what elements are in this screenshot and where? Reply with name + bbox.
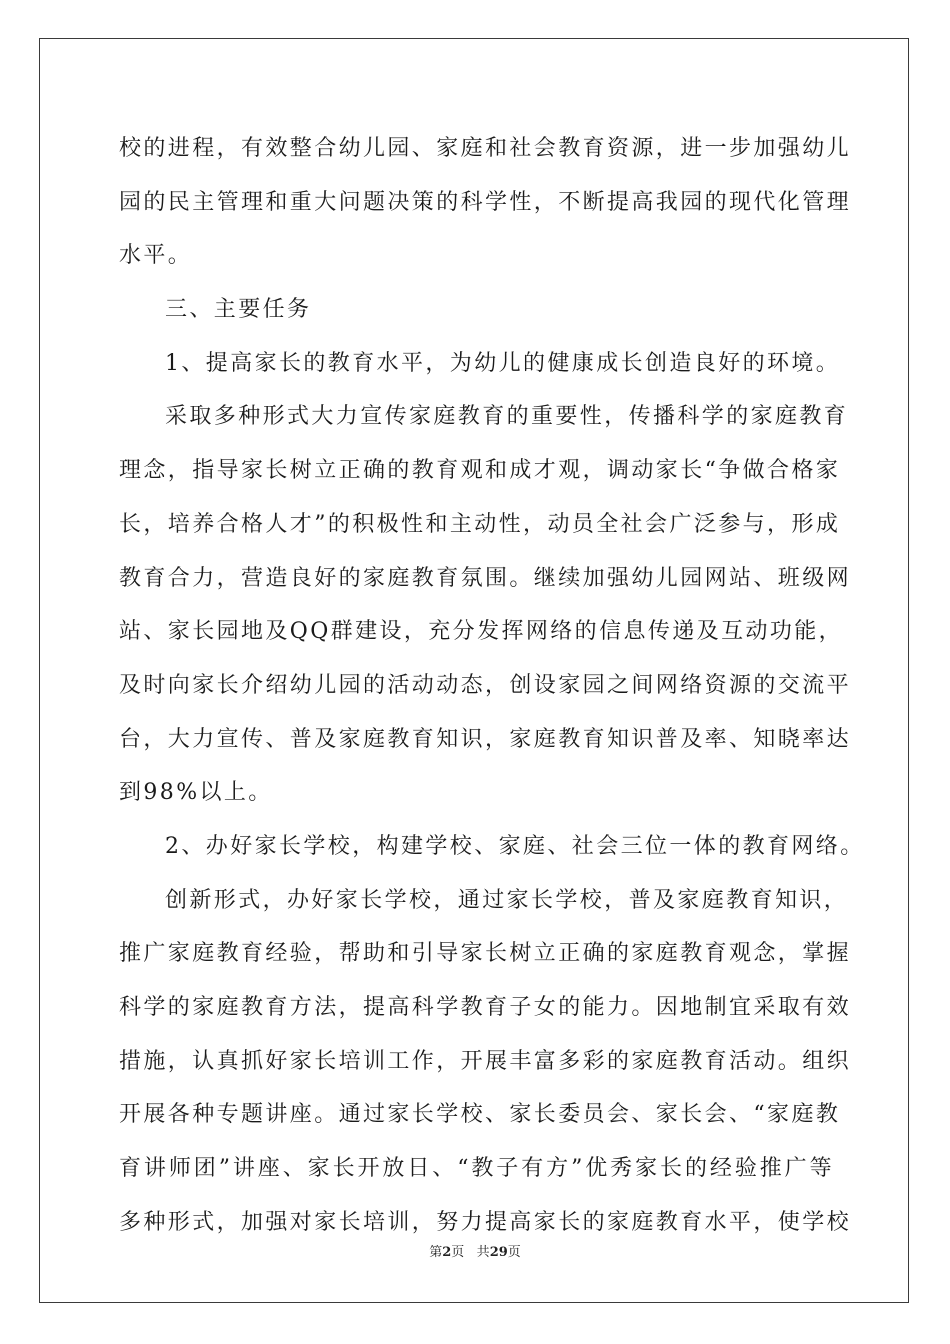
- text-line: 三、主要任务: [165, 297, 312, 323]
- text-line: 2、办好家长学校，构建学校、家庭、社会三位一体的教育网络。: [165, 833, 865, 859]
- text-line: 开展各种专题讲座。通过家长学校、家长委员会、家长会、“家庭教: [119, 1102, 841, 1128]
- text-line: 多种形式，加强对家长培训，努力提高家长的家庭教育水平，使学校: [119, 1209, 852, 1235]
- text-line: 创新形式，办好家长学校，通过家长学校，普及家庭教育知识，: [165, 887, 849, 913]
- text-line: 站、家长园地及QQ群建设，充分发挥网络的信息传递及互动功能，: [119, 619, 844, 645]
- text-line: 到98%以上。: [119, 780, 273, 806]
- text-line: 采取多种形式大力宣传家庭教育的重要性，传播科学的家庭教育: [165, 404, 849, 430]
- text-line: 长，培养合格人才”的积极性和主动性，动员全社会广泛参与，形成: [119, 511, 841, 537]
- page-prefix: 第: [429, 1245, 443, 1260]
- document-body: [119, 128, 865, 1255]
- text-line: 科学的家庭教育方法，提高科学教育子女的能力。因地制宜采取有效: [119, 995, 852, 1020]
- page-number: 2: [442, 1245, 452, 1260]
- text-line: 及时向家长介绍幼儿园的活动动态，创设家园之间网络资源的交流平: [119, 672, 852, 698]
- text-line: 推广家庭教育经验，帮助和引导家长树立正确的家庭教育观念，掌握: [119, 941, 852, 967]
- text-line: 校的进程，有效整合幼儿园、家庭和社会教育资源，进一步加强幼儿: [119, 136, 852, 161]
- text-line: 1、提高家长的教育水平，为幼儿的健康成长创造良好的环境。: [165, 350, 841, 376]
- text-line: 措施，认真抓好家长培训工作，开展丰富多彩的家庭教育活动。组织: [119, 1048, 852, 1074]
- text-line: 园的民主管理和重大问题决策的科学性，不断提高我园的现代化管理: [119, 189, 852, 215]
- text-line: 理念，指导家长树立正确的教育观和成才观，调动家长“争做合格家: [119, 458, 841, 484]
- total-suffix: 页: [507, 1245, 521, 1260]
- text-line: 台，大力宣传、普及家庭教育知识，家庭教育知识普及率、知晓率达: [119, 726, 852, 752]
- total-pages: 29: [489, 1245, 508, 1260]
- text-line: 育讲师团”讲座、家长开放日、“教子有方”优秀家长的经验推广等: [119, 1156, 834, 1182]
- text-line: 水平。: [119, 243, 193, 269]
- page-suffix: 页: [451, 1245, 465, 1260]
- total-prefix: 共: [476, 1245, 490, 1260]
- text-line: 教育合力，营造良好的家庭教育氛围。继续加强幼儿园网站、班级网: [119, 565, 852, 591]
- page-footer: [0, 1241, 950, 1260]
